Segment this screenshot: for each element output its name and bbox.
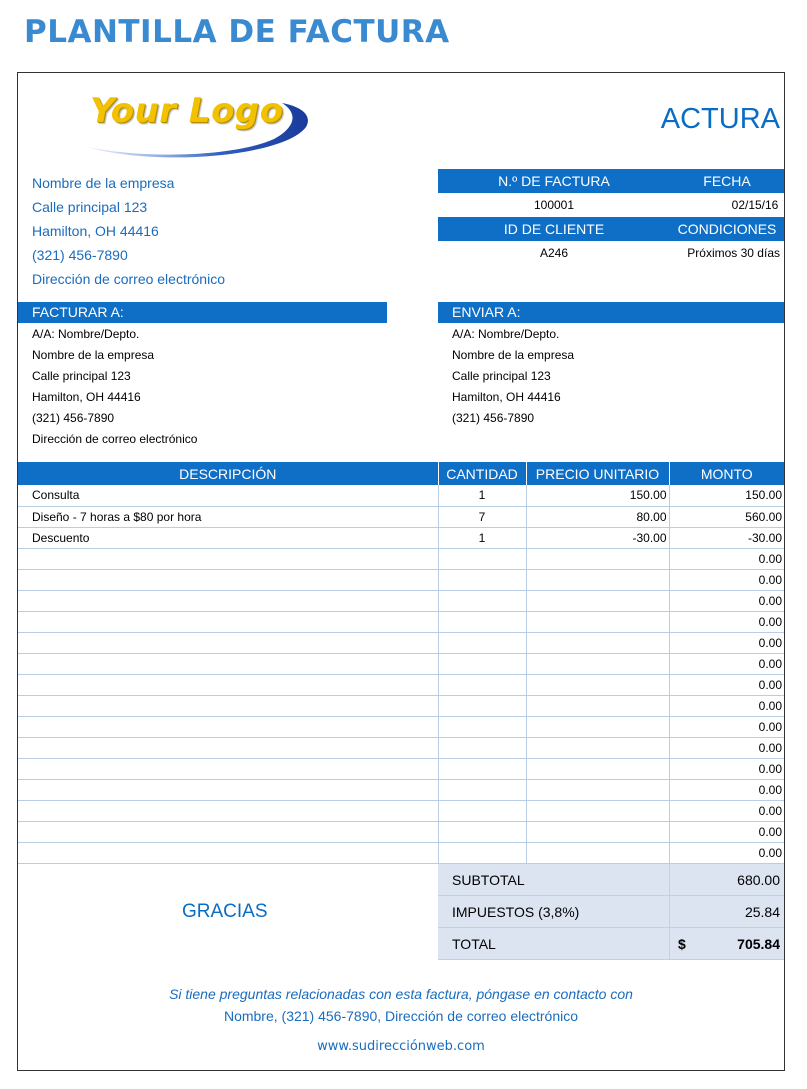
item-quantity[interactable] — [438, 737, 526, 758]
item-description[interactable] — [18, 779, 438, 800]
footer — [18, 983, 784, 1054]
table-row — [18, 695, 784, 716]
item-amount[interactable]: 0.00 — [669, 716, 784, 737]
company-city: Hamilton, OH 44416 — [32, 223, 159, 239]
ship-to-section — [438, 302, 784, 429]
table-row — [18, 548, 784, 569]
item-unit-price[interactable] — [526, 800, 669, 821]
item-unit-price[interactable] — [526, 821, 669, 842]
date-label: FECHA — [703, 173, 751, 189]
item-quantity[interactable] — [438, 674, 526, 695]
item-quantity[interactable] — [438, 758, 526, 779]
bill-to-line[interactable]: Dirección de correo electrónico — [32, 432, 198, 446]
ship-to-line[interactable]: (321) 456-7890 — [452, 411, 535, 425]
item-unit-price[interactable]: 80.00 — [526, 506, 669, 527]
total-label: TOTAL — [438, 928, 670, 959]
item-amount[interactable]: 0.00 — [669, 674, 784, 695]
date-value[interactable]: 02/15/16 — [731, 198, 779, 212]
table-row — [18, 758, 784, 779]
thanks-text: GRACIAS — [182, 901, 268, 922]
item-quantity[interactable] — [438, 590, 526, 611]
bill-to-line[interactable]: Calle principal 123 — [32, 369, 131, 383]
table-row — [18, 800, 784, 821]
bill-to-header: FACTURAR A: — [18, 302, 387, 323]
item-description[interactable] — [18, 632, 438, 653]
item-quantity[interactable]: 1 — [438, 527, 526, 548]
item-unit-price[interactable]: 150.00 — [526, 485, 669, 506]
item-amount[interactable]: 0.00 — [669, 821, 784, 842]
item-unit-price[interactable] — [526, 758, 669, 779]
item-unit-price[interactable] — [526, 716, 669, 737]
terms-label: CONDICIONES — [677, 221, 777, 237]
client-info-values — [438, 241, 784, 265]
subtotal-label: SUBTOTAL — [438, 864, 670, 895]
item-quantity[interactable] — [438, 695, 526, 716]
tax-value: 25.84 — [744, 904, 780, 920]
company-email: Dirección de correo electrónico — [32, 271, 225, 287]
footer-contact-line-2: Nombre, (321) 456-7890, Dirección de correo electrónico — [223, 1008, 579, 1024]
bill-to-section — [18, 302, 387, 450]
item-amount[interactable]: 0.00 — [669, 590, 784, 611]
table-row — [18, 527, 784, 548]
company-logo — [84, 87, 314, 167]
client-id-label: ID DE CLIENTE — [503, 221, 605, 237]
client-info-header — [438, 217, 784, 241]
ship-to-line[interactable]: Nombre de la empresa — [452, 348, 575, 362]
ship-to-line[interactable]: A/A: Nombre/Depto. — [452, 327, 560, 341]
table-row — [18, 779, 784, 800]
ship-to-line[interactable]: Hamilton, OH 44416 — [452, 390, 561, 404]
table-row — [18, 737, 784, 758]
item-quantity[interactable] — [438, 632, 526, 653]
item-description[interactable] — [18, 842, 438, 863]
item-amount[interactable]: 0.00 — [669, 611, 784, 632]
table-row — [18, 590, 784, 611]
col-header-amount: MONTO — [669, 462, 784, 485]
col-header-unit-price: PRECIO UNITARIO — [526, 462, 669, 485]
item-quantity[interactable] — [438, 611, 526, 632]
footer-contact-line-1: Si tiene preguntas relacionadas con esta factura, póngase en contacto con — [169, 986, 633, 1002]
client-id-value[interactable]: A246 — [539, 246, 569, 260]
item-amount[interactable]: 0.00 — [669, 695, 784, 716]
item-amount[interactable]: 0.00 — [669, 842, 784, 863]
item-quantity[interactable] — [438, 800, 526, 821]
invoice-number-value[interactable]: 100001 — [533, 198, 575, 212]
item-quantity[interactable]: 1 — [438, 485, 526, 506]
item-amount[interactable]: -30.00 — [669, 527, 784, 548]
item-description[interactable] — [18, 695, 438, 716]
table-row — [18, 653, 784, 674]
ship-to-line[interactable]: Calle principal 123 — [452, 369, 551, 383]
table-row — [18, 506, 784, 527]
table-row — [18, 842, 784, 863]
table-row — [18, 485, 784, 506]
item-description[interactable] — [18, 569, 438, 590]
item-amount[interactable]: 0.00 — [669, 737, 784, 758]
company-info — [32, 171, 225, 291]
total-row — [438, 928, 784, 960]
item-unit-price[interactable] — [526, 590, 669, 611]
item-quantity[interactable] — [438, 842, 526, 863]
item-description[interactable]: Descuento — [18, 527, 438, 548]
invoice-info-grid — [438, 169, 784, 265]
table-row — [18, 716, 784, 737]
table-row — [18, 569, 784, 590]
item-description[interactable] — [18, 821, 438, 842]
item-amount[interactable]: 0.00 — [669, 569, 784, 590]
bill-to-line[interactable]: (321) 456-7890 — [32, 411, 115, 425]
item-unit-price[interactable] — [526, 548, 669, 569]
item-amount[interactable]: 0.00 — [669, 548, 784, 569]
item-description[interactable] — [18, 800, 438, 821]
col-header-description: DESCRIPCIÓN — [18, 462, 438, 485]
item-quantity[interactable] — [438, 569, 526, 590]
items-table — [18, 462, 784, 864]
bill-to-line[interactable]: Nombre de la empresa — [32, 348, 155, 362]
item-description[interactable]: Diseño - 7 horas a $80 por hora — [18, 506, 438, 527]
item-unit-price[interactable] — [526, 674, 669, 695]
item-description[interactable] — [18, 758, 438, 779]
bill-to-line[interactable]: Hamilton, OH 44416 — [32, 390, 141, 404]
currency-symbol: $ — [678, 936, 686, 952]
total-value: 705.84 — [737, 936, 780, 952]
bill-to-line[interactable]: A/A: Nombre/Depto. — [32, 327, 140, 341]
item-quantity[interactable] — [438, 716, 526, 737]
item-amount[interactable]: 0.00 — [669, 779, 784, 800]
table-row — [18, 632, 784, 653]
company-name: Nombre de la empresa — [32, 175, 175, 191]
invoice-number-label: N.º DE FACTURA — [498, 173, 610, 189]
item-description[interactable] — [18, 737, 438, 758]
table-row — [18, 821, 784, 842]
ship-to-header: ENVIAR A: — [438, 302, 784, 323]
col-header-quantity: CANTIDAD — [438, 462, 526, 485]
item-description[interactable] — [18, 674, 438, 695]
item-description[interactable] — [18, 590, 438, 611]
item-unit-price[interactable]: -30.00 — [526, 527, 669, 548]
invoice-sheet — [17, 72, 785, 1071]
item-unit-price[interactable] — [526, 632, 669, 653]
total-value-cell — [670, 928, 784, 959]
item-description[interactable] — [18, 611, 438, 632]
table-row — [18, 611, 784, 632]
item-amount[interactable]: 0.00 — [669, 758, 784, 779]
totals-block — [438, 864, 784, 960]
company-phone: (321) 456-7890 — [32, 247, 128, 263]
tax-row — [438, 896, 784, 928]
item-amount[interactable]: 0.00 — [669, 800, 784, 821]
invoice-info-header — [438, 169, 784, 193]
terms-value[interactable]: Próximos 30 días — [687, 246, 780, 260]
item-quantity[interactable]: 7 — [438, 506, 526, 527]
item-quantity[interactable] — [438, 821, 526, 842]
logo-text: Your Logo — [90, 91, 284, 131]
footer-website[interactable]: www.sudirecciónweb.com — [317, 1039, 485, 1054]
item-unit-price[interactable] — [526, 695, 669, 716]
item-quantity[interactable] — [438, 779, 526, 800]
item-description[interactable] — [18, 653, 438, 674]
item-amount[interactable]: 150.00 — [669, 485, 784, 506]
subtotal-row — [438, 864, 784, 896]
item-amount[interactable]: 0.00 — [669, 653, 784, 674]
tax-label: IMPUESTOS (3,8%) — [438, 896, 670, 927]
item-amount[interactable]: 560.00 — [669, 506, 784, 527]
item-quantity[interactable] — [438, 653, 526, 674]
invoice-info-values — [438, 193, 784, 217]
item-unit-price[interactable] — [526, 653, 669, 674]
page-title: PLANTILLA DE FACTURA — [24, 14, 450, 50]
item-description[interactable] — [18, 548, 438, 569]
item-unit-price[interactable] — [526, 569, 669, 590]
subtotal-value: 680.00 — [737, 872, 780, 888]
company-street: Calle principal 123 — [32, 199, 148, 215]
item-unit-price[interactable] — [526, 842, 669, 863]
item-unit-price[interactable] — [526, 779, 669, 800]
item-unit-price[interactable] — [526, 611, 669, 632]
item-description[interactable]: Consulta — [18, 485, 438, 506]
item-unit-price[interactable] — [526, 737, 669, 758]
document-title: ACTURA — [660, 103, 780, 135]
items-header-row — [18, 462, 784, 485]
table-row — [18, 674, 784, 695]
item-amount[interactable]: 0.00 — [669, 632, 784, 653]
item-description[interactable] — [18, 716, 438, 737]
item-quantity[interactable] — [438, 548, 526, 569]
